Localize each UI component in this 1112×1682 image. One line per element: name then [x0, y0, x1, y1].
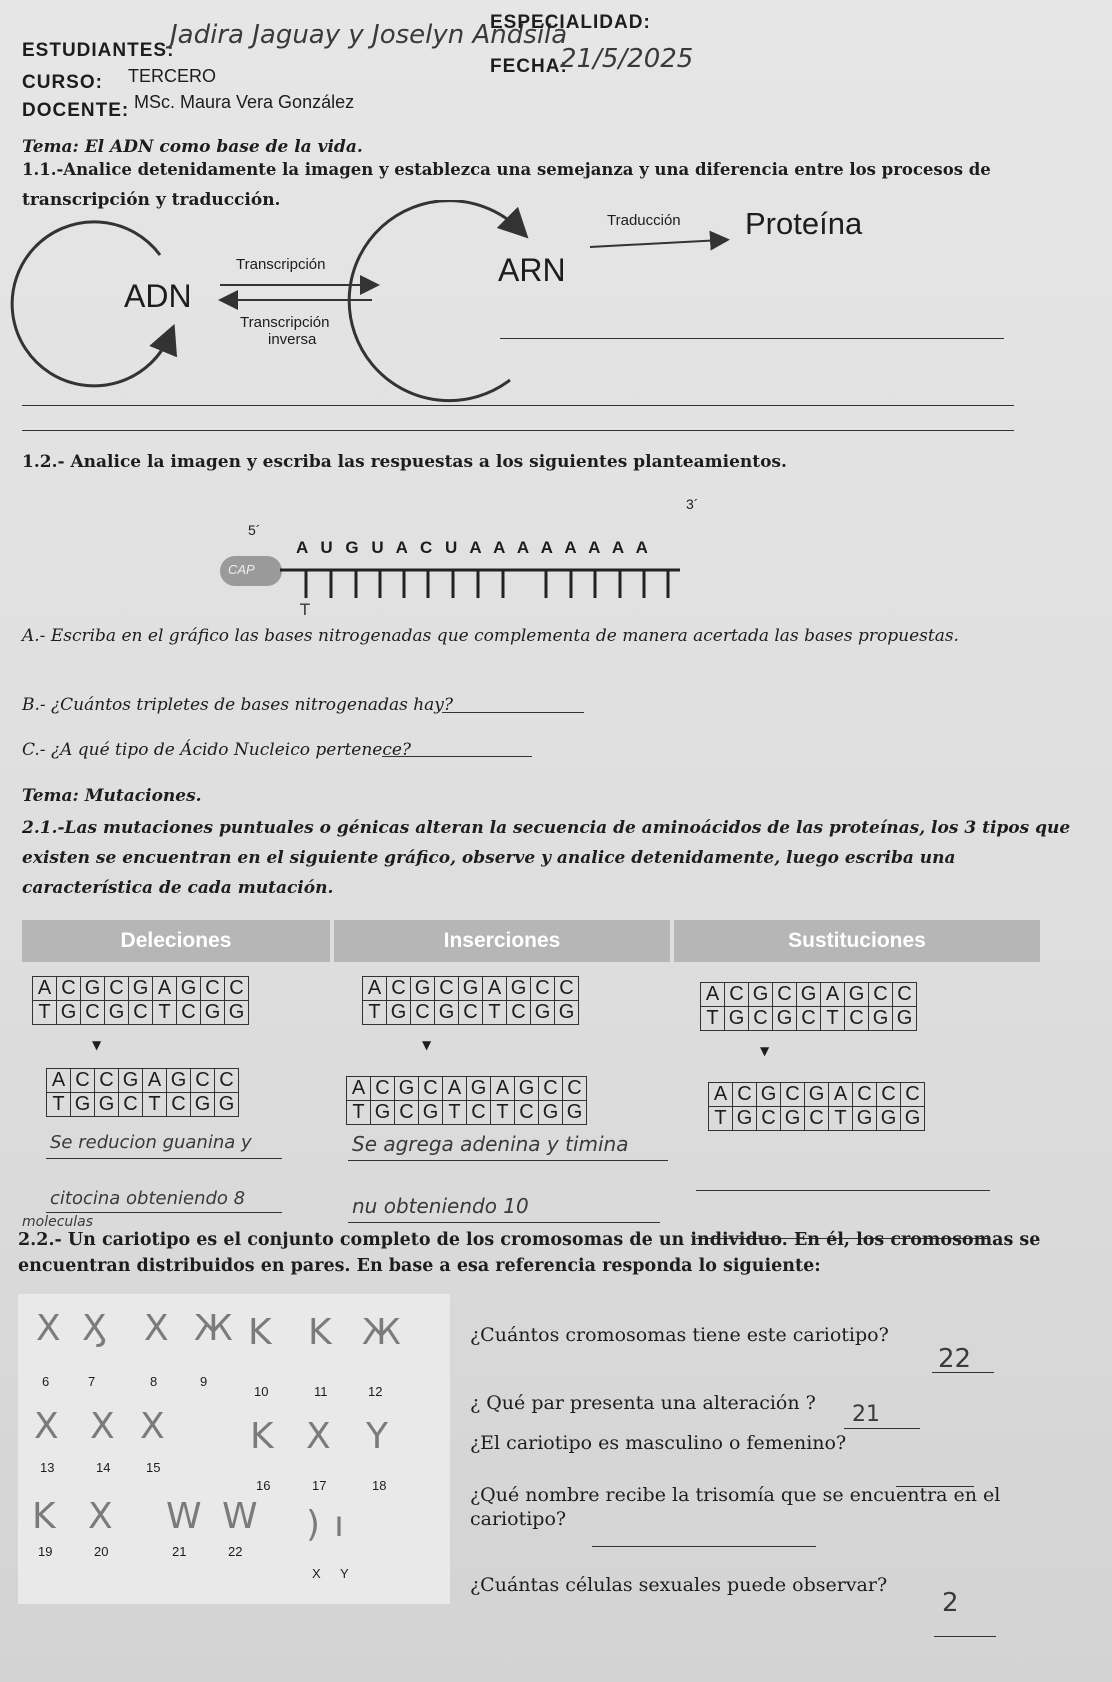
base-cell: C [191, 1069, 215, 1093]
original-dna-table [362, 976, 579, 1025]
base-cell: G [797, 983, 821, 1007]
base-cell: G [95, 1093, 119, 1117]
base-cell: C [95, 1069, 119, 1093]
base-cell: C [555, 977, 579, 1001]
insertion-answer-line-2[interactable] [348, 1222, 660, 1223]
base-cell: C [119, 1093, 143, 1117]
chromosome-19: K [32, 1496, 56, 1537]
base-cell: G [191, 1093, 215, 1117]
chromosome-18: Y [366, 1416, 388, 1457]
base-cell: G [411, 977, 435, 1001]
reverse-transcription-label-2: inversa [268, 331, 317, 348]
chromosome-label: 8 [150, 1374, 158, 1389]
base-cell: C [773, 983, 797, 1007]
base-cell: T [709, 1107, 733, 1131]
deletion-answer-2: citocina obteniendo 8 [50, 1188, 246, 1209]
question-c: C.- ¿A qué tipo de Ácido Nucleico pertenece? [22, 740, 412, 760]
base-cell: G [845, 983, 869, 1007]
deletion-answer-line-2[interactable] [46, 1212, 282, 1213]
answer-line-2[interactable] [22, 405, 1014, 406]
base-cell: C [459, 1001, 483, 1025]
base-cell: G [757, 1083, 781, 1107]
base-cell: A [821, 983, 845, 1007]
base-cell: A [709, 1083, 733, 1107]
chromosome-label: 17 [312, 1478, 327, 1493]
substitutions-header: Sustituciones [674, 920, 1040, 962]
karyotype-answer-1: 22 [938, 1344, 972, 1374]
base-cell: A [47, 1069, 71, 1093]
teacher-value: MSc. Maura Vera González [134, 92, 355, 112]
deletion-answer-1: Se reducion guanina y [50, 1132, 252, 1153]
karyotype-answer-2-line[interactable] [844, 1428, 920, 1429]
chromosome-15: X [140, 1406, 165, 1447]
karyotype-answer-5: 2 [942, 1588, 959, 1618]
base-cell: G [129, 977, 153, 1001]
chromosome-label: 11 [314, 1384, 328, 1399]
question-1-1-line1: 1.1.-Analice detenidamente la imagen y establezca una semejanza y una diferencia entre los procesos de [22, 160, 991, 179]
base-cell: T [347, 1101, 371, 1125]
translation-label: Traducción [607, 212, 681, 229]
specialty-label: ESPECIALIDAD: [490, 12, 651, 33]
base-cell: C [167, 1093, 191, 1117]
protein-label: Proteína [745, 206, 863, 241]
chromosome-Y: ı [334, 1504, 345, 1545]
base-cell: C [749, 1007, 773, 1031]
base-cell: G [81, 977, 105, 1001]
chromosome-label: 6 [42, 1374, 50, 1389]
base-cell: C [797, 1007, 821, 1031]
base-cell: C [395, 1101, 419, 1125]
base-cell: C [71, 1069, 95, 1093]
base-cell: C [225, 977, 249, 1001]
base-cell: A [153, 977, 177, 1001]
base-cell: T [443, 1101, 467, 1125]
teacher-label: DOCENTE: [22, 100, 130, 121]
chromosome-label: 7 [88, 1374, 96, 1389]
base-cell: C [725, 983, 749, 1007]
base-cell: T [33, 1001, 57, 1025]
chromosome-label: 15 [146, 1460, 161, 1475]
arn-replication-arrow [349, 201, 520, 401]
insertion-answer-line-1[interactable] [348, 1160, 668, 1161]
base-cell: C [853, 1083, 877, 1107]
base-cell: C [531, 977, 555, 1001]
translation-arrow [590, 240, 722, 247]
chromosome-13: X [34, 1406, 59, 1447]
chromosome-22: W [222, 1496, 258, 1537]
question-1-2: 1.2.- Analice la imagen y escriba las respuestas a los siguientes planteamientos. [22, 452, 787, 472]
base-cell: A [491, 1077, 515, 1101]
base-cell: C [467, 1101, 491, 1125]
base-cell: C [371, 1077, 395, 1101]
base-cell: T [47, 1093, 71, 1117]
deletion-answer-3: moleculas [22, 1214, 94, 1230]
chromosome-label: X [312, 1566, 321, 1581]
insertion-answer-2: nu obteniendo 10 [352, 1194, 529, 1218]
base-cell: G [901, 1107, 925, 1131]
base-cell: T [491, 1101, 515, 1125]
base-cell: C [515, 1101, 539, 1125]
original-dna-table [700, 982, 917, 1031]
base-cell: C [757, 1107, 781, 1131]
base-cell: G [733, 1107, 757, 1131]
adn-label: ADN [124, 278, 192, 314]
substitution-answer-line-1[interactable] [696, 1190, 990, 1191]
base-cell: A [33, 977, 57, 1001]
insertion-answer-1: Se agrega adenina y timina [352, 1132, 629, 1156]
question-2-1-line1: 2.1.-Las mutaciones puntuales o génicas alteran la secuencia de aminoácidos de las proteínas, los 3 tipos que [22, 818, 1071, 838]
base-cell: A [701, 983, 725, 1007]
base-cell: A [483, 977, 507, 1001]
base-cell: G [371, 1101, 395, 1125]
base-cell: A [829, 1083, 853, 1107]
karyotype-question-3: ¿El cariotipo es masculino o femenino? [470, 1432, 847, 1454]
chromosome-8: X [144, 1308, 169, 1349]
base-cell: C [877, 1083, 901, 1107]
base-cell: G [531, 1001, 555, 1025]
course-value: TERCERO [128, 66, 217, 86]
karyotype-answer-4-line[interactable] [592, 1546, 816, 1547]
question-2-2-line1: 2.2.- Un cariotipo es el conjunto completo de los cromosomas de un individuo. En él, los cromosomas se [18, 1230, 1041, 1250]
answer-line-1[interactable] [500, 338, 1004, 339]
mutated-dna-table [708, 1082, 925, 1131]
chromosome-label: 13 [40, 1460, 55, 1475]
base-cell: G [435, 1001, 459, 1025]
chromosome-X: ) [306, 1504, 321, 1545]
chromosome-14: X [90, 1406, 115, 1447]
chromosome-label: 19 [38, 1544, 53, 1559]
down-arrow-icon: ▼ [92, 1038, 102, 1052]
base-cell: C [507, 1001, 531, 1025]
answer-c-line[interactable] [382, 756, 532, 757]
topic-dna: Tema: El ADN como base de la vida. [22, 137, 363, 157]
chromosome-9: Ж [194, 1308, 233, 1349]
deletions-header: Deleciones [22, 920, 330, 962]
base-cell: C [81, 1001, 105, 1025]
base-cell: C [105, 977, 129, 1001]
five-prime-label: 5´ [248, 522, 261, 538]
base-cell: C [419, 1077, 443, 1101]
chromosome-label: Y [340, 1566, 349, 1581]
base-cell: C [733, 1083, 757, 1107]
base-cell: G [467, 1077, 491, 1101]
base-cell: G [167, 1069, 191, 1093]
base-cell: C [129, 1001, 153, 1025]
students-value: Jadira Jaguay y Joselyn Andsila [170, 20, 568, 50]
cap-label: CAP [228, 562, 255, 577]
base-cell: A [143, 1069, 167, 1093]
insertions-header: Inserciones [334, 920, 670, 962]
chromosome-label: 12 [368, 1384, 383, 1399]
arn-label: ARN [498, 252, 566, 288]
karyotype-answer-1-line[interactable] [932, 1372, 994, 1373]
chromosome-label: 9 [200, 1374, 208, 1389]
base-cell: T [483, 1001, 507, 1025]
karyotype-question-2: ¿ Qué par presenta una alteración ? [470, 1392, 816, 1414]
base-cell: G [71, 1093, 95, 1117]
base-cell: T [821, 1007, 845, 1031]
base-cell: G [563, 1101, 587, 1125]
base-cell: C [387, 977, 411, 1001]
chromosome-20: X [88, 1496, 113, 1537]
karyotype-question-1: ¿Cuántos cromosomas tiene este cariotipo? [470, 1324, 889, 1346]
question-1-1-line2: transcripción y traducción. [22, 190, 281, 210]
chromosome-label: 16 [256, 1478, 271, 1493]
chromosome-21: W [166, 1496, 202, 1537]
base-cell: G [105, 1001, 129, 1025]
chromosome-11: K [308, 1312, 332, 1353]
date-value: 21/5/2025 [560, 44, 694, 74]
question-b: B.- ¿Cuántos tripletes de bases nitrogenadas hay? [22, 695, 454, 715]
mutated-dna-table [346, 1076, 587, 1125]
mrna-sequence: A U G U A C U A A A A A A A A [296, 538, 652, 557]
three-prime-label: 3´ [686, 496, 699, 512]
original-dna-table [32, 976, 249, 1025]
chromosome-17: X [306, 1416, 331, 1457]
question-a: A.- Escriba en el gráfico las bases nitrogenadas que complementa de manera acertada las bases propuestas. [22, 626, 959, 646]
base-cell: G [539, 1101, 563, 1125]
base-cell: A [347, 1077, 371, 1101]
chromosome-label: 22 [228, 1544, 243, 1559]
base-cell: G [773, 1007, 797, 1031]
date-label: FECHA: [490, 56, 568, 77]
base-cell: C [845, 1007, 869, 1031]
base-cell: G [781, 1107, 805, 1131]
question-2-1-line3: característica de cada mutación. [22, 878, 334, 898]
answer-b-line[interactable] [442, 712, 584, 713]
base-cell: G [119, 1069, 143, 1093]
base-cell: G [459, 977, 483, 1001]
base-cell: G [419, 1101, 443, 1125]
chromosome-label: 20 [94, 1544, 109, 1559]
transcription-label: Transcripción [236, 256, 326, 273]
base-cell: G [515, 1077, 539, 1101]
base-cell: C [539, 1077, 563, 1101]
chromosome-7: Ӽ [82, 1308, 107, 1349]
karyotype-question-5: ¿Cuántas células sexuales puede observar? [470, 1574, 888, 1596]
base-cell: A [363, 977, 387, 1001]
base-cell: G [201, 1001, 225, 1025]
base-cell: T [363, 1001, 387, 1025]
base-cell: A [443, 1077, 467, 1101]
deletion-answer-line-1[interactable] [46, 1158, 282, 1159]
base-cell: G [869, 1007, 893, 1031]
base-cell: C [435, 977, 459, 1001]
down-arrow-icon: ▼ [422, 1038, 432, 1052]
question-2-1-line2: existen se encuentran en el siguiente gráfico, observe y analice detenidamente, luego escriba una [22, 848, 956, 868]
base-cell: G [177, 977, 201, 1001]
chromosome-12: Ж [362, 1312, 401, 1353]
students-label: ESTUDIANTES: [22, 40, 175, 61]
base-cell: C [893, 983, 917, 1007]
course-label: CURSO: [22, 72, 103, 93]
base-cell: C [901, 1083, 925, 1107]
base-cell: C [411, 1001, 435, 1025]
base-cell: G [725, 1007, 749, 1031]
base-cell: C [869, 983, 893, 1007]
base-cell: C [201, 977, 225, 1001]
base-cell: T [153, 1001, 177, 1025]
base-cell: C [563, 1077, 587, 1101]
base-cell: G [57, 1001, 81, 1025]
chromosome-label: 14 [96, 1460, 111, 1475]
base-cell: G [387, 1001, 411, 1025]
base-cell: G [749, 983, 773, 1007]
base-cell: G [853, 1107, 877, 1131]
base-cell: G [225, 1001, 249, 1025]
base-cell: T [143, 1093, 167, 1117]
topic-mutations: Tema: Mutaciones. [22, 786, 202, 806]
question-2-2-line2: encuentran distribuidos en pares. En base a esa referencia responda lo siguiente: [18, 1256, 821, 1276]
base-cell: G [507, 977, 531, 1001]
base-cell: T [829, 1107, 853, 1131]
base-cell: C [805, 1107, 829, 1131]
reverse-transcription-label-1: Transcripción [240, 314, 330, 331]
mutated-dna-table [46, 1068, 239, 1117]
base-cell: T [701, 1007, 725, 1031]
answer-line-3[interactable] [22, 430, 1014, 431]
written-base: T [300, 600, 310, 619]
chromosome-6: X [36, 1308, 61, 1349]
chromosome-label: 18 [372, 1478, 387, 1493]
base-cell: C [177, 1001, 201, 1025]
base-cell: G [215, 1093, 239, 1117]
base-cell: C [57, 977, 81, 1001]
base-cell: G [893, 1007, 917, 1031]
down-arrow-icon: ▼ [760, 1044, 770, 1058]
base-cell: C [781, 1083, 805, 1107]
chromosome-label: 21 [172, 1544, 187, 1559]
mrna-strand [270, 550, 690, 610]
base-cell: G [877, 1107, 901, 1131]
chromosome-16: K [250, 1416, 274, 1457]
karyotype-answer-2: 21 [852, 1402, 880, 1427]
base-cell: G [805, 1083, 829, 1107]
karyotype-question-4: ¿Qué nombre recibe la trisomía que se encuentra en el [470, 1484, 1001, 1506]
base-cell: G [395, 1077, 419, 1101]
karyotype-answer-5-line[interactable] [934, 1636, 996, 1637]
chromosome-10: K [248, 1312, 272, 1353]
chromosome-label: 10 [254, 1384, 269, 1399]
karyotype-question-4b: cariotipo? [470, 1508, 567, 1530]
base-cell: C [215, 1069, 239, 1093]
base-cell: G [555, 1001, 579, 1025]
